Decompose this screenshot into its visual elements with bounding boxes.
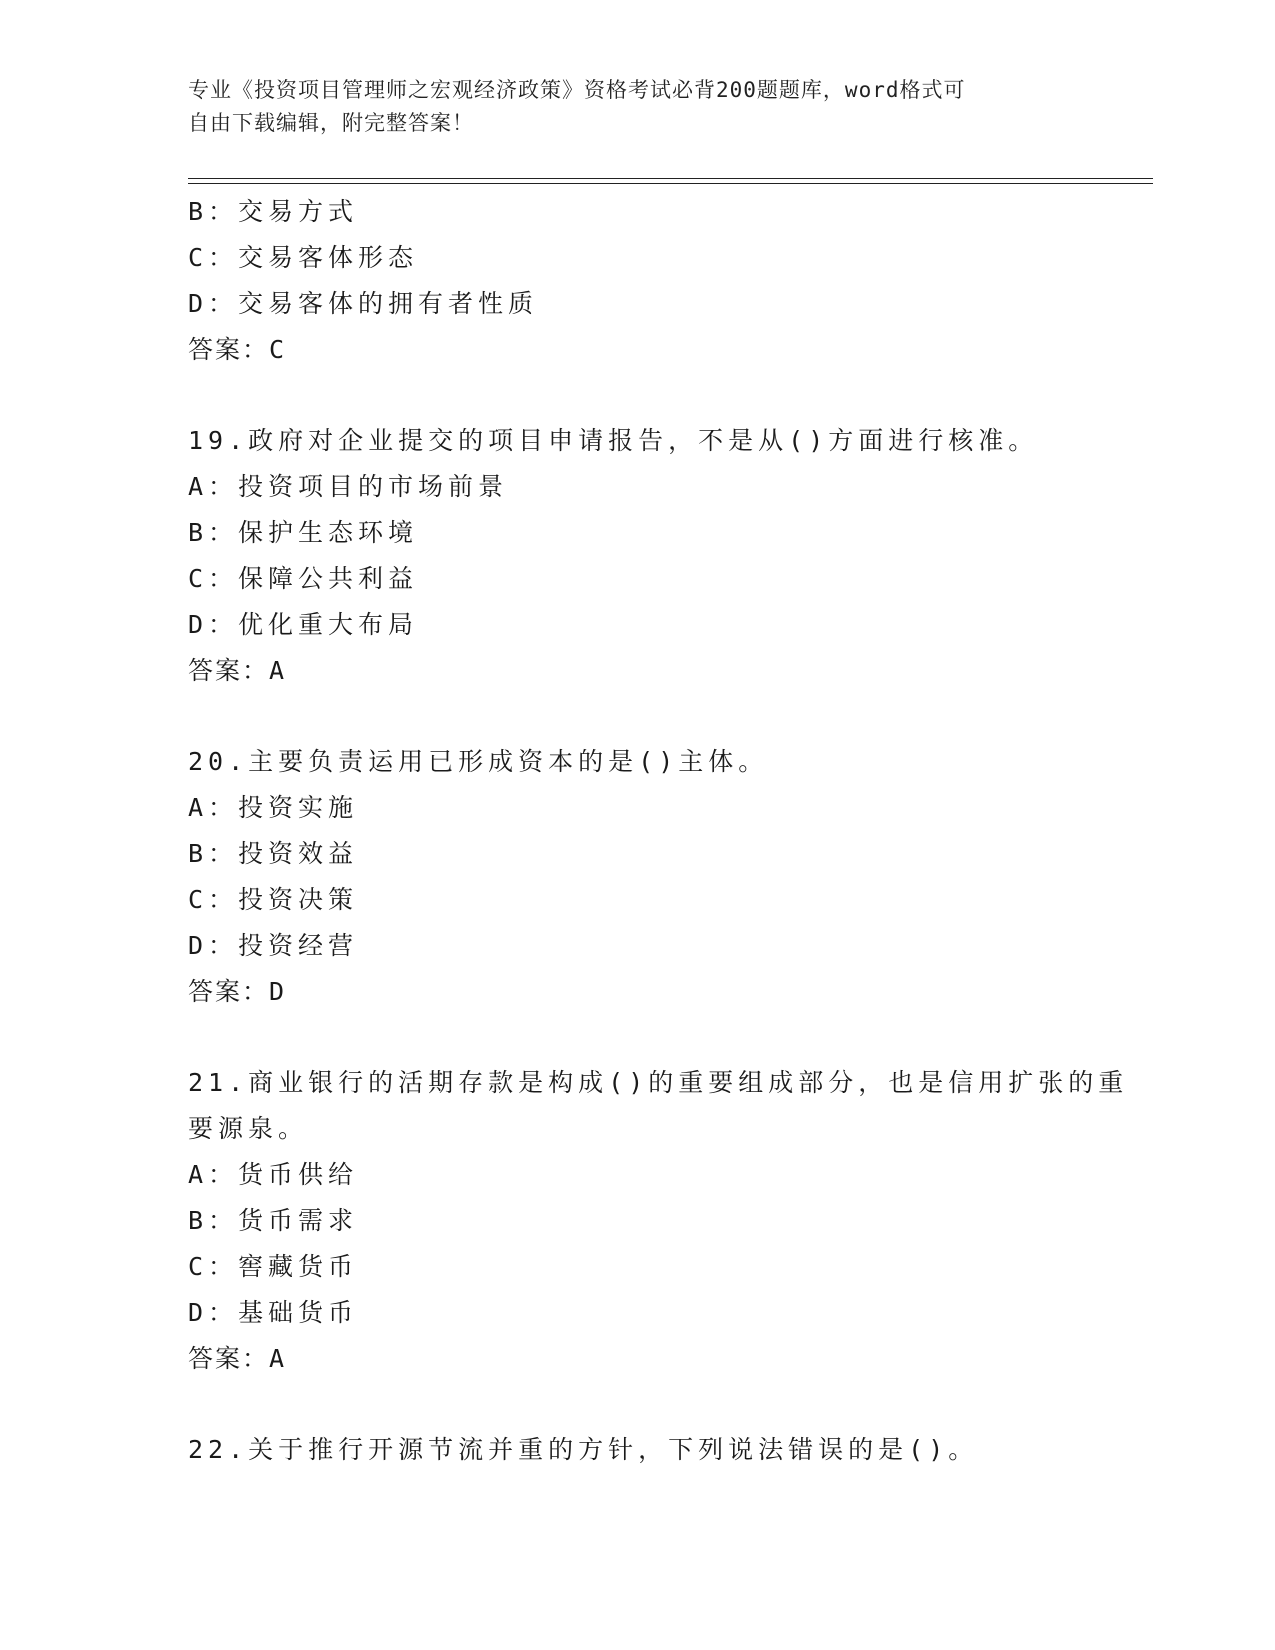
header-divider-bottom	[188, 183, 1153, 184]
option-b: B：货币需求	[188, 1206, 359, 1235]
question-20	[188, 739, 1088, 1015]
option-c: C：窖藏货币	[188, 1252, 359, 1281]
option-c: C：交易客体形态	[188, 243, 419, 272]
question-18-continued	[188, 189, 1088, 373]
option-b: B：交易方式	[188, 197, 359, 226]
spacer	[188, 694, 1088, 739]
option-d: D：交易客体的拥有者性质	[188, 289, 539, 318]
header-divider-top	[188, 178, 1153, 179]
option-a: A：投资实施	[188, 793, 359, 822]
option-c: C：投资决策	[188, 885, 359, 914]
option-d: D：投资经营	[188, 931, 359, 960]
option-d: D：优化重大布局	[188, 610, 419, 639]
spacer	[188, 1015, 1088, 1060]
option-c: C：保障公共利益	[188, 564, 419, 593]
spacer	[188, 373, 1088, 418]
header-line-2: 自由下载编辑，附完整答案！	[188, 111, 474, 135]
question-text-line-2: 要源泉。	[188, 1114, 309, 1143]
header-line-1: 专业《投资项目管理师之宏观经济政策》资格考试必背200题题库，word格式可	[188, 78, 966, 102]
option-b: B：保护生态环境	[188, 518, 419, 547]
option-b: B：投资效益	[188, 839, 359, 868]
answer: 答案：D	[188, 977, 287, 1006]
spacer	[188, 1382, 1088, 1427]
question-text: 19.政府对企业提交的项目申请报告，不是从()方面进行核准。	[188, 426, 1039, 455]
answer: 答案：A	[188, 1344, 287, 1373]
question-text-line-1: 21.商业银行的活期存款是构成()的重要组成部分，也是信用扩张的重	[188, 1068, 1129, 1097]
question-19	[188, 418, 1088, 694]
document-header	[188, 74, 1088, 140]
question-text: 22.关于推行开源节流并重的方针，下列说法错误的是()。	[188, 1435, 979, 1464]
question-21	[188, 1060, 1129, 1382]
answer: 答案：A	[188, 656, 287, 685]
question-22	[188, 1427, 1088, 1473]
question-list	[188, 189, 1129, 1473]
option-d: D：基础货币	[188, 1298, 359, 1327]
answer: 答案：C	[188, 335, 287, 364]
option-a: A：货币供给	[188, 1160, 359, 1189]
option-a: A：投资项目的市场前景	[188, 472, 509, 501]
question-text: 20.主要负责运用已形成资本的是()主体。	[188, 747, 769, 776]
